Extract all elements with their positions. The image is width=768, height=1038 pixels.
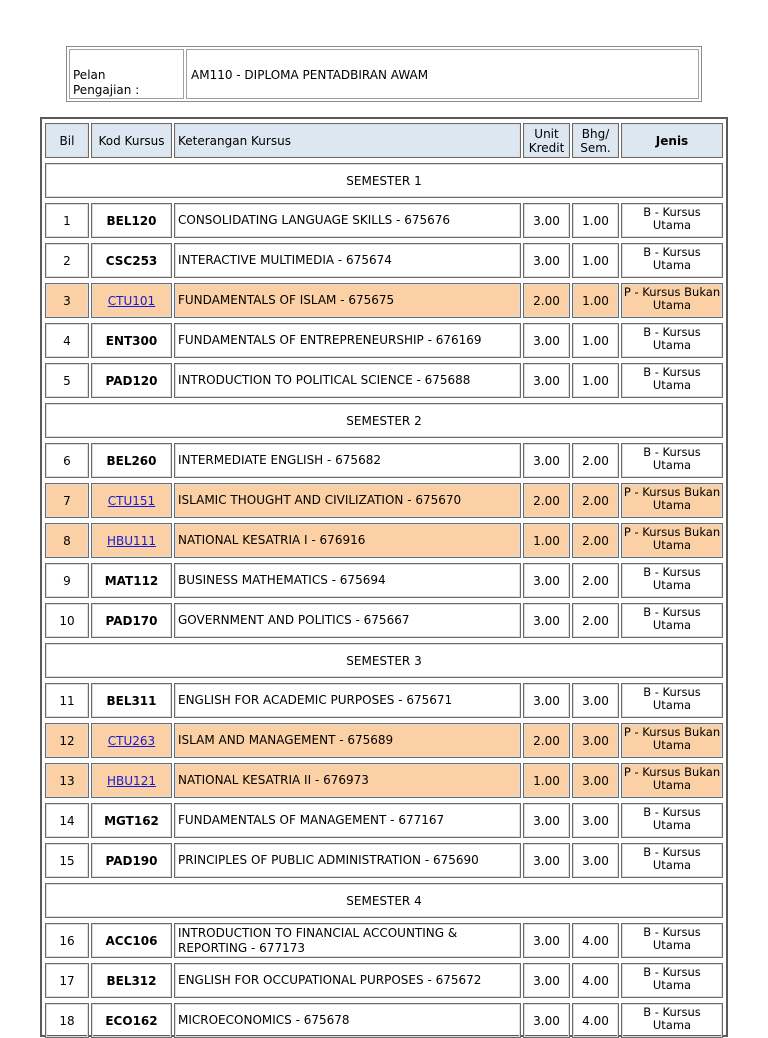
table-row-bhg <box>572 1003 619 1038</box>
course-description: BUSINESS MATHEMATICS - 675694 <box>178 573 386 587</box>
table-row-unit <box>523 603 570 638</box>
bil-value: 1 <box>63 213 71 228</box>
bhg-sem-value: 1.00 <box>582 253 609 268</box>
unit-kredit-value: 2.00 <box>533 733 560 748</box>
header-bil-label: Bil <box>59 133 75 148</box>
course-code: BEL311 <box>106 693 157 708</box>
table-row-bhg <box>572 723 619 758</box>
course-code: MAT112 <box>104 573 159 588</box>
table-row-unit <box>523 723 570 758</box>
table-row-bil <box>45 243 89 278</box>
bil-value: 8 <box>63 533 71 548</box>
table-row-bil <box>45 363 89 398</box>
course-description: INTERACTIVE MULTIMEDIA - 675674 <box>178 253 392 267</box>
table-row-bhg <box>572 283 619 318</box>
table-row-jenis <box>621 603 723 638</box>
bhg-sem-value: 2.00 <box>582 493 609 508</box>
table-row-kod <box>91 803 172 838</box>
table-row-bil <box>45 563 89 598</box>
course-table <box>40 117 728 1037</box>
semester-label: SEMESTER 4 <box>346 893 422 908</box>
table-row-bhg <box>572 523 619 558</box>
unit-kredit-value: 3.00 <box>533 693 560 708</box>
jenis-line2: Utama <box>652 938 692 952</box>
table-row-unit <box>523 523 570 558</box>
table-row-bil <box>45 803 89 838</box>
table-row-unit <box>523 683 570 718</box>
jenis-line1: B - Kursus <box>643 445 701 459</box>
table-row-kod <box>91 963 172 998</box>
header-bhg-sem <box>572 123 619 158</box>
header-unit-kredit-line2: Kredit <box>528 140 565 155</box>
jenis-line2: Utama <box>652 458 692 472</box>
bhg-sem-value: 2.00 <box>582 613 609 628</box>
table-row-bil <box>45 483 89 518</box>
bil-value: 9 <box>63 573 71 588</box>
table-row-jenis <box>621 563 723 598</box>
course-code: ECO162 <box>105 1013 158 1028</box>
unit-kredit-value: 3.00 <box>533 373 560 388</box>
plan-value: AM110 - DIPLOMA PENTADBIRAN AWAM <box>186 49 699 99</box>
table-row-bhg <box>572 443 619 478</box>
plan-label <box>69 49 184 99</box>
table-row-keterangan <box>174 283 521 318</box>
header-jenis-label: Jenis <box>655 133 689 148</box>
course-code-link[interactable]: HBU111 <box>107 533 156 548</box>
course-code-link[interactable]: HBU121 <box>107 773 156 788</box>
unit-kredit-value: 2.00 <box>533 293 560 308</box>
semester-label: SEMESTER 2 <box>346 413 422 428</box>
table-row-jenis <box>621 1003 723 1038</box>
semester-header <box>45 883 723 918</box>
table-row-keterangan <box>174 843 521 878</box>
jenis-line1: P - Kursus Bukan <box>623 765 721 779</box>
bil-value: 14 <box>59 813 75 828</box>
table-row-unit <box>523 803 570 838</box>
unit-kredit-value: 1.00 <box>533 533 560 548</box>
bil-value: 5 <box>63 373 71 388</box>
bhg-sem-value: 3.00 <box>582 773 609 788</box>
table-row-keterangan <box>174 603 521 638</box>
bhg-sem-value: 4.00 <box>582 973 609 988</box>
semester-header <box>45 163 723 198</box>
course-description: NATIONAL KESATRIA I - 676916 <box>178 533 366 547</box>
course-code: PAD120 <box>105 373 158 388</box>
table-row-keterangan <box>174 1003 521 1038</box>
bil-value: 11 <box>59 693 75 708</box>
unit-kredit-value: 3.00 <box>533 853 560 868</box>
course-code: PAD170 <box>105 613 158 628</box>
table-row-unit <box>523 763 570 798</box>
header-kod-kursus <box>91 123 172 158</box>
jenis-line2: Utama <box>652 338 692 352</box>
jenis-line1: B - Kursus <box>643 565 701 579</box>
unit-kredit-value: 3.00 <box>533 573 560 588</box>
table-row-bil <box>45 523 89 558</box>
bil-value: 12 <box>59 733 75 748</box>
course-description: ISLAM AND MANAGEMENT - 675689 <box>178 733 394 747</box>
table-row-keterangan <box>174 763 521 798</box>
table-row-jenis <box>621 923 723 958</box>
table-row-bil <box>45 683 89 718</box>
header-bhg-sem-line2: Sem. <box>580 140 611 155</box>
jenis-line2: Utama <box>652 618 692 632</box>
table-row-keterangan <box>174 203 521 238</box>
table-row-keterangan <box>174 443 521 478</box>
bil-value: 4 <box>63 333 71 348</box>
table-row-keterangan <box>174 483 521 518</box>
bhg-sem-value: 1.00 <box>582 333 609 348</box>
jenis-line1: B - Kursus <box>643 845 701 859</box>
unit-kredit-value: 3.00 <box>533 973 560 988</box>
unit-kredit-value: 3.00 <box>533 813 560 828</box>
jenis-line2: Utama <box>652 738 692 752</box>
table-row-keterangan <box>174 803 521 838</box>
table-row-jenis <box>621 443 723 478</box>
course-code-link[interactable]: CTU263 <box>107 733 156 748</box>
semester-label: SEMESTER 3 <box>346 653 422 668</box>
table-row-jenis <box>621 683 723 718</box>
course-code: MGT162 <box>104 813 159 828</box>
course-description: FUNDAMENTALS OF ISLAM - 675675 <box>178 293 395 307</box>
table-row-kod <box>91 243 172 278</box>
jenis-line1: B - Kursus <box>643 965 701 979</box>
table-row-bhg <box>572 483 619 518</box>
table-row-kod <box>91 843 172 878</box>
course-code: CSC253 <box>105 253 158 268</box>
table-row-kod <box>91 923 172 958</box>
jenis-line1: B - Kursus <box>643 205 701 219</box>
unit-kredit-value: 3.00 <box>533 613 560 628</box>
table-row-keterangan <box>174 523 521 558</box>
table-row-kod <box>91 563 172 598</box>
table-row-keterangan <box>174 563 521 598</box>
bhg-sem-value: 1.00 <box>582 373 609 388</box>
table-row-kod <box>91 603 172 638</box>
table-row-jenis <box>621 323 723 358</box>
jenis-line1: P - Kursus Bukan <box>623 525 721 539</box>
course-code: PAD190 <box>105 853 158 868</box>
course-description: FUNDAMENTALS OF MANAGEMENT - 677167 <box>178 813 445 827</box>
jenis-line2: Utama <box>652 498 692 512</box>
table-row-kod[interactable] <box>91 523 172 558</box>
table-row-jenis <box>621 363 723 398</box>
jenis-line1: B - Kursus <box>643 605 701 619</box>
jenis-line1: P - Kursus Bukan <box>623 725 721 739</box>
header-jenis <box>621 123 723 158</box>
jenis-line1: B - Kursus <box>643 365 701 379</box>
semester-label: SEMESTER 1 <box>346 173 422 188</box>
table-row-kod[interactable] <box>91 723 172 758</box>
course-code: BEL120 <box>106 213 157 228</box>
course-description: MICROECONOMICS - 675678 <box>178 1013 350 1027</box>
table-row-kod <box>91 1003 172 1038</box>
unit-kredit-value: 3.00 <box>533 333 560 348</box>
bil-value: 2 <box>63 253 71 268</box>
bhg-sem-value: 4.00 <box>582 1013 609 1028</box>
table-row-bhg <box>572 323 619 358</box>
course-description: INTRODUCTION TO POLITICAL SCIENCE - 675688 <box>178 373 471 387</box>
table-row-unit <box>523 443 570 478</box>
table-row-bil <box>45 843 89 878</box>
table-row-kod <box>91 323 172 358</box>
jenis-line2: Utama <box>652 778 692 792</box>
table-row-keterangan <box>174 923 521 958</box>
table-row-bil <box>45 963 89 998</box>
jenis-line1: B - Kursus <box>643 925 701 939</box>
bhg-sem-value: 3.00 <box>582 813 609 828</box>
table-row-keterangan <box>174 723 521 758</box>
course-code-link[interactable]: CTU101 <box>107 293 156 308</box>
course-code: BEL312 <box>106 973 157 988</box>
table-row-kod[interactable] <box>91 483 172 518</box>
jenis-line2: Utama <box>652 978 692 992</box>
course-description: FUNDAMENTALS OF ENTREPRENEURSHIP - 676169 <box>178 333 482 347</box>
header-kod-kursus-label: Kod Kursus <box>98 133 165 148</box>
table-row-unit <box>523 563 570 598</box>
table-row-jenis <box>621 243 723 278</box>
bhg-sem-value: 2.00 <box>582 573 609 588</box>
table-row-bil <box>45 1003 89 1038</box>
table-row-jenis <box>621 283 723 318</box>
unit-kredit-value: 3.00 <box>533 933 560 948</box>
table-row-keterangan <box>174 363 521 398</box>
bhg-sem-value: 4.00 <box>582 933 609 948</box>
table-row-keterangan <box>174 683 521 718</box>
bil-value: 17 <box>59 973 75 988</box>
table-row-keterangan <box>174 243 521 278</box>
bhg-sem-value: 1.00 <box>582 213 609 228</box>
header-bhg-sem-line1: Bhg/ <box>581 126 610 141</box>
unit-kredit-value: 1.00 <box>533 773 560 788</box>
plan-label-line2: Pengajian : <box>73 83 140 97</box>
bil-value: 15 <box>59 853 75 868</box>
table-row-unit <box>523 363 570 398</box>
table-row-jenis <box>621 963 723 998</box>
semester-header <box>45 403 723 438</box>
bil-value: 7 <box>63 493 71 508</box>
table-row-kod <box>91 363 172 398</box>
jenis-line1: B - Kursus <box>643 245 701 259</box>
course-code: ACC106 <box>105 933 158 948</box>
table-row-unit <box>523 1003 570 1038</box>
bil-value: 6 <box>63 453 71 468</box>
table-row-kod <box>91 683 172 718</box>
jenis-line2: Utama <box>652 578 692 592</box>
table-row-jenis <box>621 483 723 518</box>
header-unit-kredit-line1: Unit <box>534 126 559 141</box>
table-row-jenis <box>621 523 723 558</box>
course-description: ENGLISH FOR ACADEMIC PURPOSES - 675671 <box>178 693 453 707</box>
bil-value: 16 <box>59 933 75 948</box>
jenis-line2: Utama <box>652 858 692 872</box>
table-row-bhg <box>572 603 619 638</box>
unit-kredit-value: 3.00 <box>533 1013 560 1028</box>
table-row-bil <box>45 723 89 758</box>
table-row-keterangan <box>174 323 521 358</box>
course-description: INTRODUCTION TO FINANCIAL ACCOUNTING & REPORTING - 677173 <box>178 925 458 955</box>
table-row-jenis <box>621 203 723 238</box>
table-row-bhg <box>572 803 619 838</box>
bil-value: 13 <box>59 773 75 788</box>
table-row-bhg <box>572 963 619 998</box>
table-row-jenis <box>621 843 723 878</box>
jenis-line2: Utama <box>652 818 692 832</box>
unit-kredit-value: 3.00 <box>533 453 560 468</box>
jenis-line2: Utama <box>652 698 692 712</box>
course-code: ENT300 <box>105 333 158 348</box>
table-row-unit <box>523 243 570 278</box>
bil-value: 18 <box>59 1013 75 1028</box>
jenis-line1: B - Kursus <box>643 325 701 339</box>
table-row-bhg <box>572 563 619 598</box>
table-row-kod[interactable] <box>91 763 172 798</box>
bhg-sem-value: 2.00 <box>582 453 609 468</box>
table-row-kod <box>91 203 172 238</box>
semester-header <box>45 643 723 678</box>
table-row-bil <box>45 603 89 638</box>
header-keterangan-label: Keterangan Kursus <box>178 133 291 148</box>
bhg-sem-value: 3.00 <box>582 733 609 748</box>
table-row-unit <box>523 483 570 518</box>
course-description: ISLAMIC THOUGHT AND CIVILIZATION - 675670 <box>178 493 462 507</box>
table-row-bhg <box>572 843 619 878</box>
course-description: ENGLISH FOR OCCUPATIONAL PURPOSES - 675672 <box>178 973 482 987</box>
course-description: NATIONAL KESATRIA II - 676973 <box>178 773 369 787</box>
jenis-line2: Utama <box>652 298 692 312</box>
table-row-unit <box>523 203 570 238</box>
table-row-bhg <box>572 363 619 398</box>
bhg-sem-value: 2.00 <box>582 533 609 548</box>
table-row-bil <box>45 323 89 358</box>
bil-value: 10 <box>59 613 75 628</box>
table-row-kod[interactable] <box>91 283 172 318</box>
table-row-bil <box>45 763 89 798</box>
jenis-line2: Utama <box>652 1018 692 1032</box>
table-row-bil <box>45 923 89 958</box>
table-row-jenis <box>621 803 723 838</box>
plan-label-line1: Pelan <box>73 68 106 82</box>
table-row-unit <box>523 323 570 358</box>
course-code: BEL260 <box>106 453 157 468</box>
table-row-keterangan <box>174 963 521 998</box>
table-row-bhg <box>572 683 619 718</box>
jenis-line2: Utama <box>652 218 692 232</box>
table-row-jenis <box>621 763 723 798</box>
table-row-kod <box>91 443 172 478</box>
table-row-bhg <box>572 243 619 278</box>
table-row-unit <box>523 923 570 958</box>
jenis-line2: Utama <box>652 538 692 552</box>
jenis-line1: P - Kursus Bukan <box>623 285 721 299</box>
unit-kredit-value: 3.00 <box>533 213 560 228</box>
jenis-line1: B - Kursus <box>643 1005 701 1019</box>
table-row-bil <box>45 283 89 318</box>
table-row-jenis <box>621 723 723 758</box>
table-row-bhg <box>572 923 619 958</box>
table-row-bhg <box>572 763 619 798</box>
jenis-line2: Utama <box>652 378 692 392</box>
jenis-line2: Utama <box>652 258 692 272</box>
table-row-unit <box>523 843 570 878</box>
plan-box <box>66 46 702 102</box>
course-description: CONSOLIDATING LANGUAGE SKILLS - 675676 <box>178 213 451 227</box>
course-description: GOVERNMENT AND POLITICS - 675667 <box>178 613 410 627</box>
course-code-link[interactable]: CTU151 <box>107 493 156 508</box>
bhg-sem-value: 3.00 <box>582 693 609 708</box>
jenis-line1: B - Kursus <box>643 685 701 699</box>
jenis-line1: B - Kursus <box>643 805 701 819</box>
table-row-bil <box>45 443 89 478</box>
table-row-unit <box>523 963 570 998</box>
bhg-sem-value: 3.00 <box>582 853 609 868</box>
header-unit-kredit <box>523 123 570 158</box>
course-description: INTERMEDIATE ENGLISH - 675682 <box>178 453 381 467</box>
bil-value: 3 <box>63 293 71 308</box>
course-description: PRINCIPLES OF PUBLIC ADMINISTRATION - 675690 <box>178 853 479 867</box>
bhg-sem-value: 1.00 <box>582 293 609 308</box>
unit-kredit-value: 2.00 <box>533 493 560 508</box>
table-row-bhg <box>572 203 619 238</box>
unit-kredit-value: 3.00 <box>533 253 560 268</box>
table-row-unit <box>523 283 570 318</box>
header-keterangan <box>174 123 521 158</box>
table-row-bil <box>45 203 89 238</box>
header-bil <box>45 123 89 158</box>
jenis-line1: P - Kursus Bukan <box>623 485 721 499</box>
